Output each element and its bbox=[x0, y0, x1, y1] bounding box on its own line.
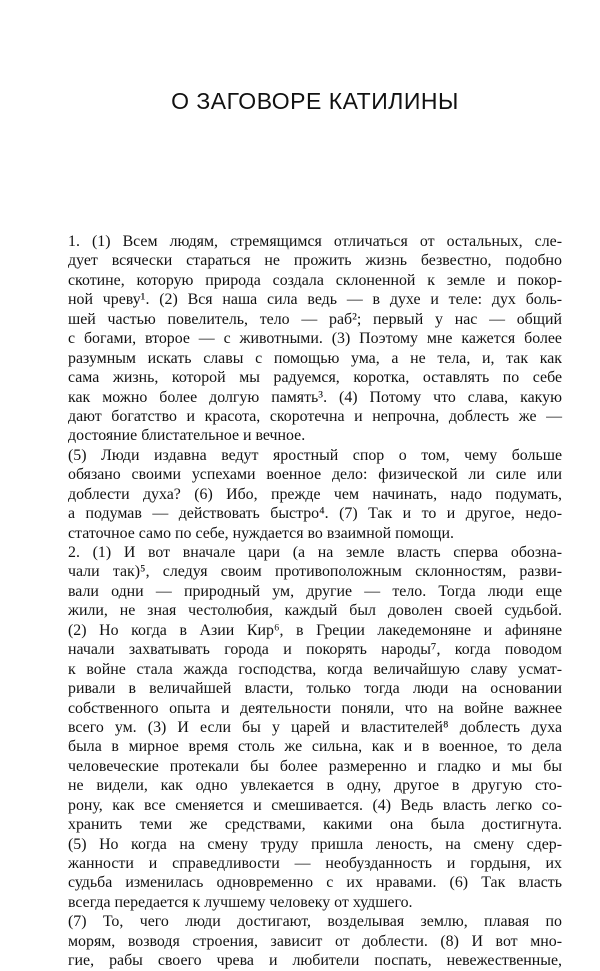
text-line: вали одни — природный ум, другие — тело. Тогда люди еще bbox=[68, 582, 562, 600]
text-line: хранить теми же средствами, какими она была достигнута. bbox=[68, 816, 562, 834]
text-line: начали захватывать города и покорять народы⁷, когда поводом bbox=[68, 641, 562, 659]
text-line: (7) То, чего люди достигают, возделывая землю, плавая по bbox=[68, 913, 562, 931]
paragraph-4 bbox=[68, 912, 562, 970]
text-line: (5) Но когда на смену труду пришла леность, на смену сдер- bbox=[68, 835, 562, 853]
paragraph-1 bbox=[68, 232, 562, 446]
text-line: шей частью повелитель, тело — раб²; первый у нас — общий bbox=[68, 310, 562, 328]
text-line: (5) Люди издавна ведут яростный спор о том, чему больше bbox=[68, 446, 562, 464]
text-line: дают богатство и красота, скоротечна и непрочна, доблесть же — bbox=[68, 407, 562, 425]
text-line: (2) Но когда в Азии Кир⁶, в Греции лакедемоняне и афиняне bbox=[68, 621, 562, 639]
text-line: была в мирное время столь же сильна, как и в военное, то дела bbox=[68, 738, 562, 756]
paragraph-3 bbox=[68, 543, 562, 912]
text-line: не видели, как одно увлекается в одну, другое в другую сто- bbox=[68, 777, 562, 795]
text-line: ной чреву¹. (2) Вся наша сила ведь — в духе и теле: дух боль- bbox=[68, 291, 562, 309]
text-line: ривали в величайшей власти, только тогда люди на основании bbox=[68, 680, 562, 698]
text-line: дует всячески стараться не прожить жизнь безвестно, подобно bbox=[68, 252, 562, 270]
text-line: судьба изменилась одновременно с их нравами. (6) Так власть bbox=[68, 874, 562, 892]
text-line: скотине, которую природа создала склоненной к земле и покор- bbox=[68, 271, 562, 289]
text-line: 2. (1) И вот вначале цари (а на земле власть сперва обозна- bbox=[68, 544, 562, 561]
text-line: жили, не зная честолюбия, каждый был доволен своей судьбой. bbox=[68, 602, 562, 620]
text-line: разумным искать славы с помощью ума, а не тела, и, так как bbox=[68, 349, 562, 367]
text-line: обязано своими успехами военное дело: физической ли силе или bbox=[68, 466, 562, 484]
text-line: собственного опыта и деятельности поняли, что на войне важнее bbox=[68, 699, 562, 717]
text-line: рону, как все сменяется и смешивается. (4) Ведь власть легко со- bbox=[68, 796, 562, 814]
chapter-title: О ЗАГОВОРЕ КАТИЛИНЫ bbox=[171, 88, 459, 114]
text-line: как можно более долгую память³. (4) Потому что слава, какую bbox=[68, 388, 562, 406]
paragraph-2 bbox=[68, 446, 562, 543]
text-line: к войне стала жажда господства, когда величайшую славу усмат- bbox=[68, 660, 562, 678]
text-line: морям, возводя строения, зависит от доблести. (8) И вот мно- bbox=[68, 932, 562, 950]
text-line: сама жизнь, которой мы радуемся, коротка, оставлять по себе bbox=[68, 369, 562, 387]
body-text bbox=[68, 232, 562, 971]
text-line: статочное само по себе, нуждается во взаимной помощи. bbox=[68, 524, 455, 542]
text-line: всегда передается к лучшему человеку от худшего. bbox=[68, 893, 413, 911]
text-line: жанности и справедливости — необузданность и гордыня, их bbox=[68, 855, 562, 872]
text-line: достояние блистательное и вечное. bbox=[68, 427, 306, 445]
text-line: человеческие протекали бы более размеренно и гладко и мы бы bbox=[68, 757, 562, 775]
text-line: а подумав — действовать быстро⁴. (7) Так и то и другое, недо- bbox=[68, 505, 562, 523]
text-line: с богами, второе — с животными. (3) Поэтому мне кажется более bbox=[68, 330, 562, 348]
text-line: доблести духа? (6) Ибо, прежде чем начинать, надо подумать, bbox=[68, 485, 562, 503]
text-line: гие, рабы своего чрева и любители поспать, невежественные, bbox=[68, 952, 562, 970]
text-line: 1. (1) Всем людям, стремящимся отличаться от остальных, сле- bbox=[68, 233, 562, 250]
text-line: всего ум. (3) И если бы у царей и властителей⁸ доблесть духа bbox=[68, 718, 562, 736]
text-line: чали так)⁵, следуя своим противоположным склонностям, разви- bbox=[68, 563, 562, 581]
